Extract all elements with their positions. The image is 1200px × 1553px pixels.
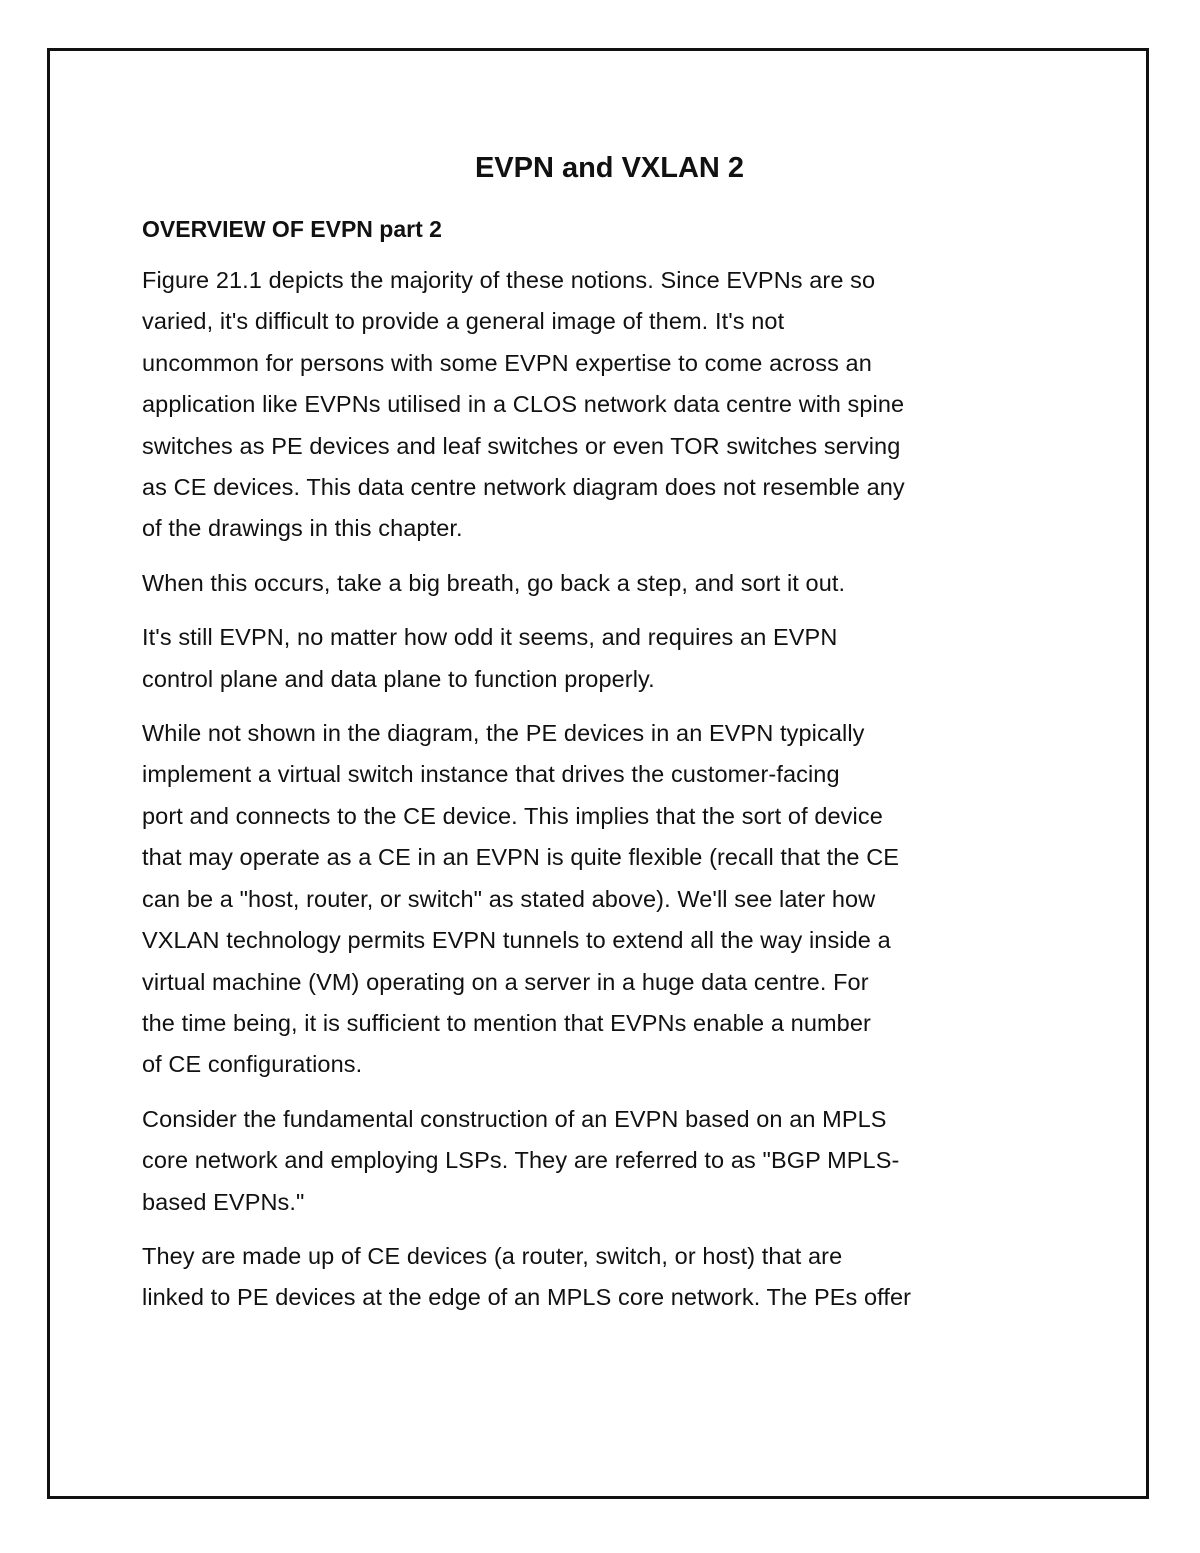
paragraph-line: varied, it's difficult to provide a general image of them. It's not [142, 308, 785, 335]
section-heading: OVERVIEW OF EVPN part 2 [142, 216, 442, 242]
paragraph [142, 260, 1067, 550]
paragraph [142, 563, 1067, 604]
paragraph-line: implement a virtual switch instance that drives the customer-facing [142, 761, 840, 788]
paragraph-line: that may operate as a CE in an EVPN is quite flexible (recall that the CE [142, 844, 900, 871]
paragraph-line: core network and employing LSPs. They are referred to as "BGP MPLS- [142, 1147, 900, 1174]
paragraph-line: While not shown in the diagram, the PE devices in an EVPN typically [142, 720, 865, 747]
paragraph-line: of the drawings in this chapter. [142, 515, 463, 542]
paragraph-line: Consider the fundamental construction of an EVPN based on an MPLS [142, 1105, 887, 1132]
paragraph-line: as CE devices. This data centre network diagram does not resemble any [142, 474, 905, 501]
document-body [142, 150, 1067, 1332]
paragraph-line: They are made up of CE devices (a router, switch, or host) that are [142, 1242, 843, 1269]
paragraph-line: port and connects to the CE device. This implies that the sort of device [142, 802, 883, 829]
paragraph-line: It's still EVPN, no matter how odd it seems, and requires an EVPN [142, 624, 838, 651]
paragraph-line: virtual machine (VM) operating on a server in a huge data centre. For [142, 968, 869, 995]
paragraph-line: uncommon for persons with some EVPN expertise to come across an [142, 349, 872, 376]
paragraph-line: of CE configurations. [142, 1051, 363, 1078]
paragraph-line: the time being, it is sufficient to mention that EVPNs enable a number [142, 1009, 871, 1036]
paragraph-line: switches as PE devices and leaf switches or even TOR switches serving [142, 432, 901, 459]
page-title: EVPN and VXLAN 2 [474, 152, 745, 184]
paragraph-line: can be a "host, router, or switch" as stated above). We'll see later how [142, 885, 876, 912]
paragraph-line: linked to PE devices at the edge of an MPLS core network. The PEs offer [142, 1284, 912, 1311]
paragraph-line: based EVPNs." [142, 1188, 305, 1215]
paragraph-line: VXLAN technology permits EVPN tunnels to extend all the way inside a [142, 927, 891, 954]
paragraph [142, 617, 1067, 700]
paragraph-line: control plane and data plane to function properly. [142, 665, 655, 692]
paragraph-container [142, 260, 1067, 1319]
paragraph-line: Figure 21.1 depicts the majority of these notions. Since EVPNs are so [142, 267, 876, 293]
paragraph-line: application like EVPNs utilised in a CLOS network data centre with spine [142, 391, 905, 418]
paragraph [142, 1236, 1067, 1319]
paragraph [142, 713, 1067, 1086]
paragraph [142, 1099, 1067, 1223]
paragraph-line: When this occurs, take a big breath, go back a step, and sort it out. [142, 569, 846, 596]
